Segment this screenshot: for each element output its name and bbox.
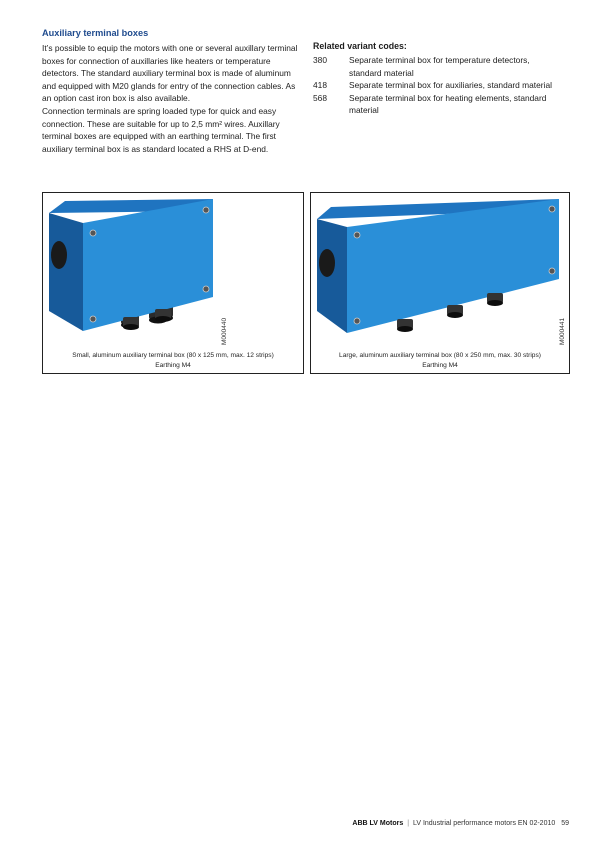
variant-code: 568 xyxy=(313,92,327,103)
page-number: 59 xyxy=(561,820,569,827)
small-terminal-box-image xyxy=(43,193,305,375)
figure-small-box xyxy=(42,192,304,374)
variant-code: 380 xyxy=(313,55,327,65)
caption-line: Small, aluminum auxiliary terminal box (80 x 125 mm, max. 12 strips) xyxy=(72,352,274,359)
screw-icon xyxy=(354,232,360,238)
variant-description: Separate terminal box for auxiliaries, standard material xyxy=(349,80,552,91)
variant-description: Separate terminal box for temperature detectors, standard material xyxy=(349,55,530,78)
main-text-column xyxy=(42,27,304,155)
screw-icon xyxy=(203,207,209,213)
cable-gland xyxy=(487,293,503,306)
figure-id: M000441 xyxy=(559,317,566,345)
cable-gland xyxy=(397,319,413,332)
related-title: Related variant codes: xyxy=(313,41,407,51)
box-front-face xyxy=(83,199,213,331)
paragraph-intro: It’s possible to equip the motors with one or several auxillary terminal boxes for connection of auxillaries like heaters or temperature detectors. The standard auxiliary terminal box is made of aluminum and equipped with M20 glands for entry of the connection cables. As an option cast iron box is also available. xyxy=(42,43,298,104)
related-variants xyxy=(313,40,563,117)
side-gland xyxy=(319,249,335,277)
cable-gland xyxy=(447,305,463,318)
box-side-face xyxy=(49,213,83,331)
figure-caption xyxy=(311,351,569,370)
figure-id: M000440 xyxy=(221,317,228,345)
variant-row xyxy=(313,79,563,92)
paragraph-connection: Connection terminals are spring loaded type for quick and easy connection. These are suitable for up to 2,5 mm² wires. Auxillary terminal boxes are equipped with an earthing terminal. The first auxiliary terminal box is as standard located a RHS at D-end. xyxy=(42,105,280,154)
variant-row xyxy=(313,92,563,117)
screw-icon xyxy=(203,286,209,292)
screw-icon xyxy=(549,268,555,274)
footer-separator: | xyxy=(407,820,410,827)
footer-brand: ABB LV Motors xyxy=(352,820,404,827)
page-footer xyxy=(352,820,569,827)
section-heading: Auxiliary terminal boxes xyxy=(42,28,149,38)
figure-caption xyxy=(43,351,303,370)
variant-row xyxy=(313,54,563,79)
side-gland xyxy=(51,241,67,269)
caption-line: Earthing M4 xyxy=(155,361,191,369)
screw-icon xyxy=(354,318,360,324)
screw-icon xyxy=(549,206,555,212)
screw-icon xyxy=(90,230,96,236)
cable-gland xyxy=(155,309,171,322)
figure-large-box xyxy=(310,192,570,374)
variant-description: Separate terminal box for heating elements, standard material xyxy=(349,92,547,116)
cable-gland xyxy=(123,317,139,330)
caption-line: Earthing M4 xyxy=(422,361,458,369)
footer-document: LV Industrial performance motors EN 02-2010 xyxy=(412,820,556,827)
screw-icon xyxy=(90,316,96,322)
box-side-face xyxy=(317,219,347,333)
caption-line: Large, aluminum auxiliary terminal box (80 x 250 mm, max. 30 strips) xyxy=(339,352,541,359)
variant-code: 418 xyxy=(313,80,327,91)
large-terminal-box-image xyxy=(311,193,571,375)
